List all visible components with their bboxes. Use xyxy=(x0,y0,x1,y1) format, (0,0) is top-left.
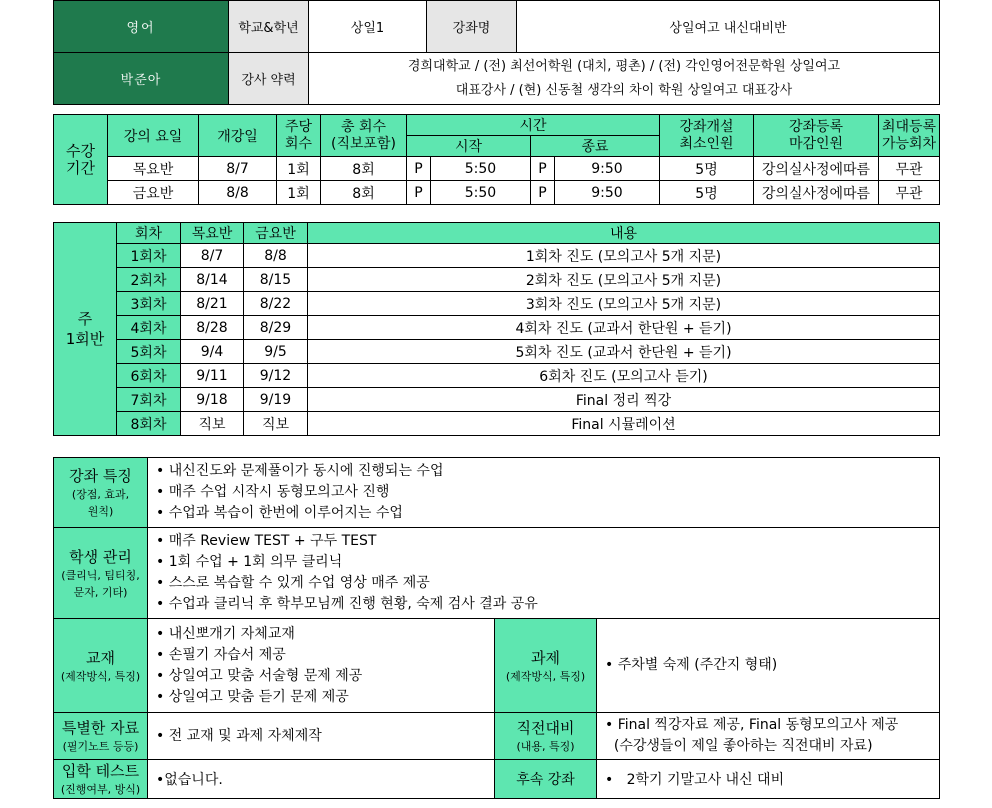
schedule-end-ap: P xyxy=(531,157,555,181)
weekly-session: 4회차 xyxy=(117,316,181,340)
schedule-start-time: 5:50 xyxy=(431,181,531,205)
weekly-content: 2회차 진도 (모의고사 5개 지문) xyxy=(308,268,940,292)
weekly-session: 3회차 xyxy=(117,292,181,316)
weekly-thu-date: 직보 xyxy=(181,412,244,436)
weekly-row xyxy=(54,316,940,340)
weekly-fri-date: 9/19 xyxy=(244,388,308,412)
entrance-test-value: •없습니다. xyxy=(148,760,495,799)
school-grade-value: 상일1 xyxy=(309,1,427,53)
subject-title: 영어 xyxy=(54,1,229,53)
weekly-fri-date: 8/8 xyxy=(244,244,308,268)
weekly-session: 5회차 xyxy=(117,340,181,364)
weekly-thu-date: 9/18 xyxy=(181,388,244,412)
weekly-thu-date: 8/7 xyxy=(181,244,244,268)
weekly-fri-date: 8/15 xyxy=(244,268,308,292)
teacher-name: 박준아 xyxy=(54,53,229,105)
weekly-row xyxy=(54,292,940,316)
final-prep-label: 직전대비 xyxy=(516,719,575,737)
schedule-end-time: 9:50 xyxy=(555,181,660,205)
final-prep-label-cell xyxy=(495,713,597,760)
weekly-row xyxy=(54,244,940,268)
weekly-content: 6회차 진도 (모의고사 듣기) xyxy=(308,364,940,388)
header-table xyxy=(53,0,940,105)
list-item: • 매주 수업 시작시 동형모의고사 진행 xyxy=(156,484,390,500)
special-materials-list xyxy=(148,713,495,760)
list-item: • 매주 Review TEST + 구두 TEST xyxy=(156,533,377,549)
weekly-fri-date: 8/22 xyxy=(244,292,308,316)
schedule-deadline: 강의실사정에따름 xyxy=(754,181,879,205)
course-name-label: 강좌명 xyxy=(427,1,517,53)
list-item: • 주차별 숙제 (주간지 형태) xyxy=(605,657,778,673)
entrance-test-sublabel: (진행여부, 방식) xyxy=(60,783,141,796)
list-item: • 상일여고 맞춤 서술형 문제 제공 xyxy=(156,667,363,684)
weekly-session: 1회차 xyxy=(117,244,181,268)
header-time: 시간 xyxy=(407,115,660,136)
course-features-sublabel: (장점, 효과, 원칙) xyxy=(71,488,130,518)
career-label: 강사 약력 xyxy=(229,53,309,105)
weekly-session: 7회차 xyxy=(117,388,181,412)
weekly-fri-date: 직보 xyxy=(244,412,308,436)
list-item: • 상일여고 맞춤 듣기 문제 제공 xyxy=(156,688,349,705)
weekly-content: 3회차 진도 (모의고사 5개 지문) xyxy=(308,292,940,316)
list-item: • 내신뽀개기 자체교재 xyxy=(156,625,295,642)
homework-label: 과제 xyxy=(531,648,560,667)
career-text xyxy=(309,53,940,105)
course-features-label-cell xyxy=(54,458,148,528)
final-prep-sublabel: (내용, 특징) xyxy=(516,740,575,753)
weekly-content: 4회차 진도 (교과서 한단원 + 듣기) xyxy=(308,316,940,340)
textbook-list xyxy=(148,619,495,713)
list-item: • 수업과 클리닉 후 학부모님께 진행 현황, 숙제 검사 결과 공유 xyxy=(156,596,538,612)
schedule-start-date: 8/8 xyxy=(199,181,277,205)
header-fri: 금요반 xyxy=(244,223,308,244)
features-table xyxy=(53,457,940,799)
header-day: 강의 요일 xyxy=(108,115,199,157)
header-time-end: 종료 xyxy=(531,136,660,157)
weekly-thu-date: 9/11 xyxy=(181,364,244,388)
header-content: 내용 xyxy=(308,223,940,244)
schedule-max-register: 무관 xyxy=(879,181,940,205)
schedule-min-people: 5명 xyxy=(660,157,754,181)
weekly-session: 2회차 xyxy=(117,268,181,292)
weekly-row xyxy=(54,412,940,436)
list-item: (수강생들이 제일 좋아하는 직전대비 자료) xyxy=(605,738,873,754)
weekly-row xyxy=(54,388,940,412)
weekly-content: Final 정리 찍강 xyxy=(308,388,940,412)
header-time-start: 시작 xyxy=(407,136,531,157)
header-session: 회차 xyxy=(117,223,181,244)
textbook-label: 교재 xyxy=(86,648,115,667)
schedule-weekly: 1회 xyxy=(277,181,321,205)
final-prep-list xyxy=(597,713,940,760)
student-management-label: 학생 관리 xyxy=(69,547,132,566)
weekly-fri-date: 8/29 xyxy=(244,316,308,340)
entrance-test-label-cell xyxy=(54,760,148,799)
follow-course-value: • 2학기 기말고사 내신 대비 xyxy=(597,760,940,799)
special-materials-label-cell xyxy=(54,713,148,760)
list-item: • 손필기 자습서 제공 xyxy=(156,646,286,663)
schedule-day: 목요반 xyxy=(108,157,199,181)
weekly-content: 5회차 진도 (교과서 한단원 + 듣기) xyxy=(308,340,940,364)
list-item: • 내신진도와 문제풀이가 동시에 진행되는 수업 xyxy=(156,463,444,479)
weekly-section-label: 주 1회반 xyxy=(54,223,117,436)
homework-list xyxy=(597,619,940,713)
schedule-total: 8회 xyxy=(321,157,407,181)
school-grade-label: 학교&학년 xyxy=(229,1,309,53)
schedule-start-date: 8/7 xyxy=(199,157,277,181)
schedule-weekly: 1회 xyxy=(277,157,321,181)
schedule-section-label: 수강 기간 xyxy=(54,115,108,205)
weekly-thu-date: 8/28 xyxy=(181,316,244,340)
list-item: • 전 교재 및 과제 자체제작 xyxy=(156,727,322,744)
student-management-sublabel: (클리닉, 팀티칭, 문자, 기타) xyxy=(61,568,140,599)
weekly-row xyxy=(54,268,940,292)
weekly-plan-table xyxy=(53,222,940,436)
weekly-session: 8회차 xyxy=(117,412,181,436)
schedule-min-people: 5명 xyxy=(660,181,754,205)
student-management-list xyxy=(148,528,940,619)
course-features-list xyxy=(148,458,940,528)
weekly-thu-date: 9/4 xyxy=(181,340,244,364)
weekly-content: Final 시뮬레이션 xyxy=(308,412,940,436)
schedule-row xyxy=(54,181,940,205)
schedule-total: 8회 xyxy=(321,181,407,205)
header-min-people: 강좌개설 최소인원 xyxy=(660,115,754,157)
schedule-end-ap: P xyxy=(531,181,555,205)
list-item: • 1회 수업 + 1회 의무 클리닉 xyxy=(156,554,343,570)
schedule-start-ap: P xyxy=(407,157,431,181)
header-total-count: 총 회수 (직보포함) xyxy=(321,115,407,157)
textbook-label-cell xyxy=(54,619,148,713)
schedule-day: 금요반 xyxy=(108,181,199,205)
schedule-max-register: 무관 xyxy=(879,157,940,181)
weekly-row xyxy=(54,364,940,388)
special-materials-label: 특별한 자료 xyxy=(61,719,140,737)
header-deadline: 강좌등록 마감인원 xyxy=(754,115,879,157)
homework-label-cell xyxy=(495,619,597,713)
weekly-fri-date: 9/5 xyxy=(244,340,308,364)
header-thu: 목요반 xyxy=(181,223,244,244)
weekly-session: 6회차 xyxy=(117,364,181,388)
header-weekly-count: 주당 회수 xyxy=(277,115,321,157)
schedule-start-time: 5:50 xyxy=(431,157,531,181)
weekly-fri-date: 9/12 xyxy=(244,364,308,388)
list-item: • 스스로 복습할 수 있게 수업 영상 매주 제공 xyxy=(156,575,430,591)
entrance-test-label: 입학 테스트 xyxy=(61,762,140,780)
header-start-date: 개강일 xyxy=(199,115,277,157)
schedule-table xyxy=(53,114,940,205)
header-max-register: 최대등록 가능회차 xyxy=(879,115,940,157)
course-features-label: 강좌 특징 xyxy=(69,467,132,485)
textbook-sublabel: (제작방식, 특징) xyxy=(60,669,141,683)
career-line-1: 경희대학교 / (전) 최선어학원 (대치, 평촌) / (전) 각인영어전문학원 상일여고 xyxy=(407,58,841,74)
special-materials-sublabel: (필기노트 등등) xyxy=(62,740,139,753)
schedule-start-ap: P xyxy=(407,181,431,205)
weekly-thu-date: 8/21 xyxy=(181,292,244,316)
weekly-thu-date: 8/14 xyxy=(181,268,244,292)
schedule-deadline: 강의실사정에따름 xyxy=(754,157,879,181)
list-item: • Final 찍강자료 제공, Final 동형모의고사 제공 xyxy=(605,717,899,733)
list-item: • 수업과 복습이 한번에 이루어지는 수업 xyxy=(156,505,403,521)
career-line-2: 대표강사 / (현) 신동철 생각의 차이 학원 상일여고 대표강사 xyxy=(455,82,793,98)
course-name-value: 상일여고 내신대비반 xyxy=(517,1,940,53)
weekly-row xyxy=(54,340,940,364)
student-management-label-cell xyxy=(54,528,148,619)
schedule-row xyxy=(54,157,940,181)
homework-sublabel: (제작방식, 특징) xyxy=(505,669,586,683)
schedule-end-time: 9:50 xyxy=(555,157,660,181)
weekly-content: 1회차 진도 (모의고사 5개 지문) xyxy=(308,244,940,268)
follow-course-label: 후속 강좌 xyxy=(495,760,597,799)
